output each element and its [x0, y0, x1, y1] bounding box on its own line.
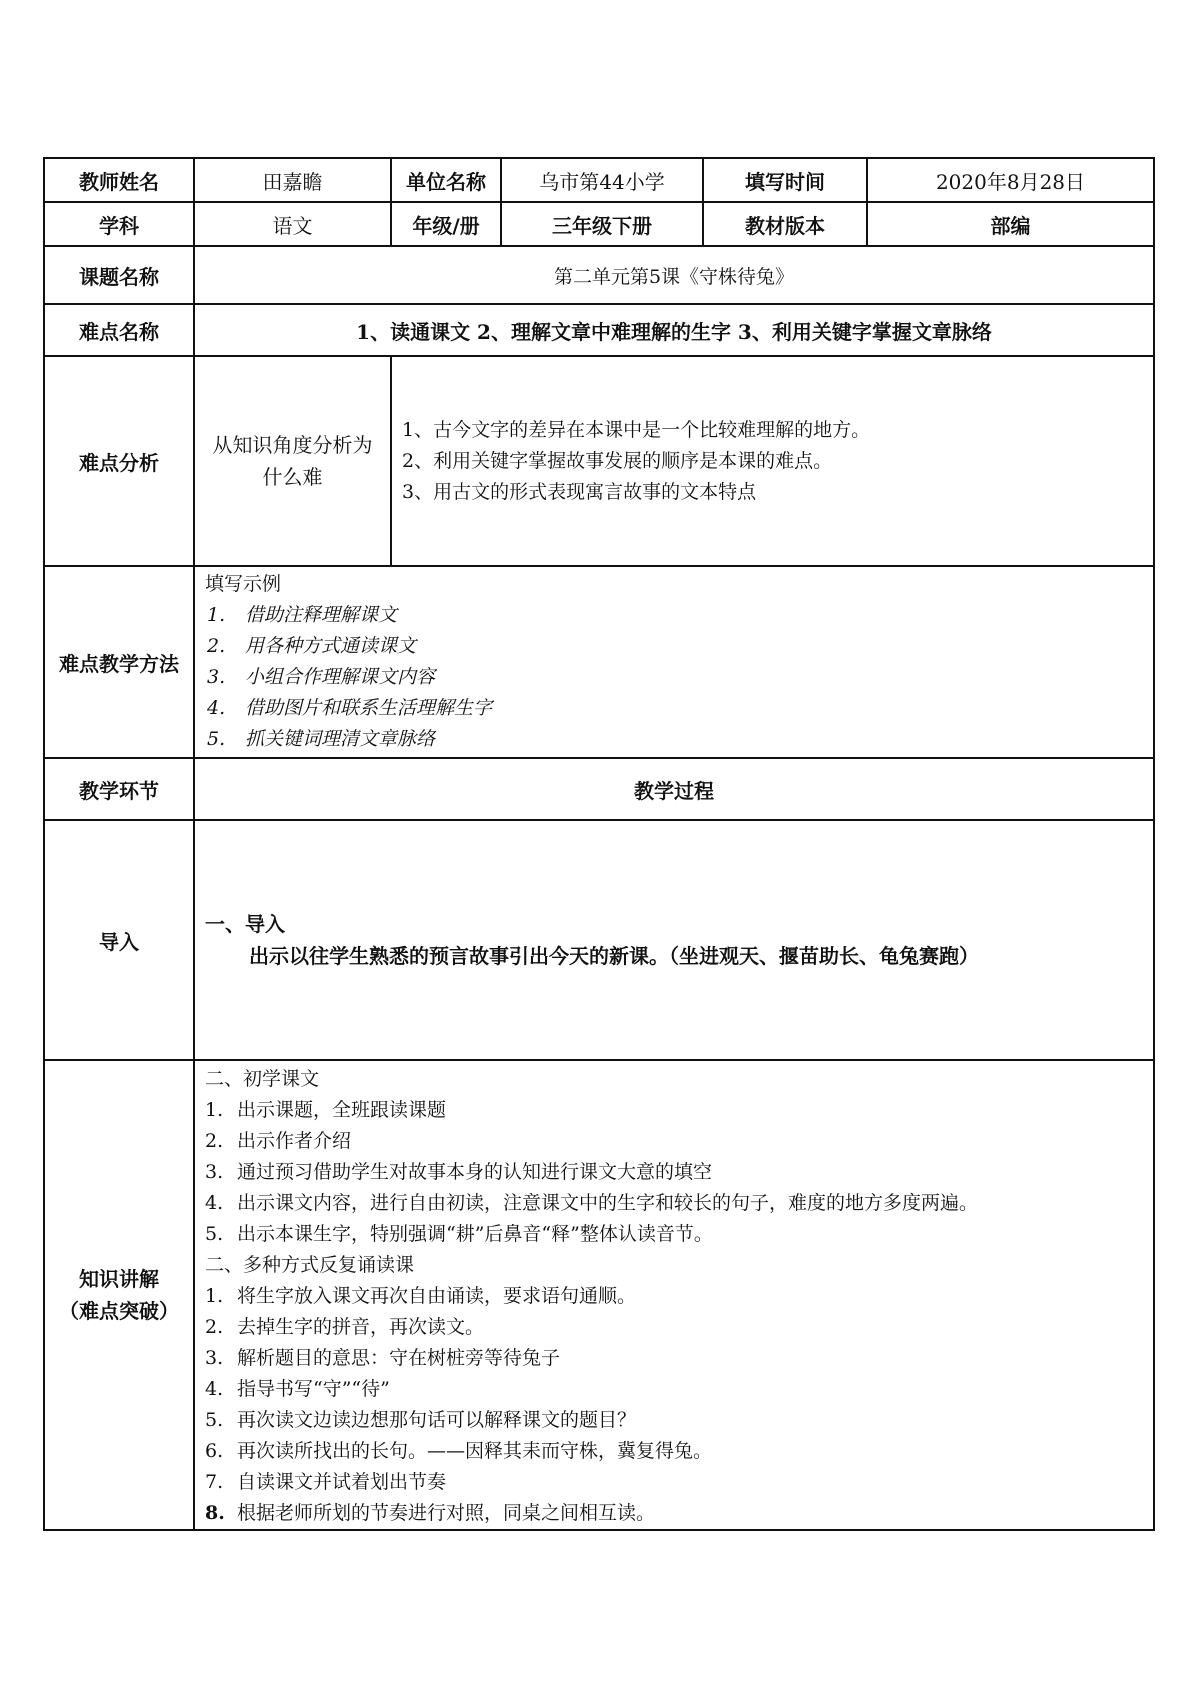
difficulty-row [44, 304, 1154, 356]
process-header-row [44, 758, 1154, 820]
lecture-item: 2. 出示作者介绍 [205, 1130, 352, 1152]
lesson-plan-table [43, 157, 1155, 1531]
lecture-section-title: 二、初学课文 [205, 1068, 320, 1090]
analysis-item: 1、古今文字的差异在本课中是一个比较难理解的地方。 [402, 418, 871, 441]
lecture-content [194, 1060, 1154, 1530]
lecture-item: 4. 出示课文内容，进行自由初读，注意课文中的生字和较长的句子，难度的地方多度两遍。 [205, 1192, 979, 1214]
lecture-item: 4. 指导书写“守”“待” [205, 1378, 390, 1400]
intro-row [44, 820, 1154, 1060]
subject-label: 学科 [44, 202, 194, 246]
lecture-item: 2. 去掉生字的拼音，再次读文。 [205, 1316, 485, 1338]
lecture-item: 5. 出示本课生字，特别强调“耕”后鼻音“释”整体认读音节。 [205, 1223, 713, 1245]
method-row [44, 566, 1154, 758]
method-item: 1. 借助注释理解课文 [207, 604, 398, 626]
lecture-item: 1. 将生字放入课文再次自由诵读，要求语句通顺。 [205, 1285, 637, 1307]
unit-name-label: 单位名称 [391, 158, 501, 202]
analysis-item: 3、用古文的形式表现寓言故事的文本特点 [402, 480, 757, 503]
analysis-label: 难点分析 [44, 356, 194, 566]
edition-value: 部编 [867, 202, 1154, 246]
method-list [194, 566, 1154, 758]
grade-label: 年级/册 [391, 202, 501, 246]
method-item: 3. 小组合作理解课文内容 [207, 666, 436, 688]
analysis-perspective [194, 356, 391, 566]
topic-value: 第二单元第5课《守株待兔》 [194, 246, 1154, 304]
method-item: 5. 抓关键词理清文章脉络 [207, 728, 436, 750]
lecture-section-title: 二、多种方式反复诵读课 [205, 1254, 415, 1276]
lecture-item: 8. 根据老师所划的节奏进行对照，同桌之间相互读。 [205, 1502, 656, 1524]
header-row-2 [44, 202, 1154, 246]
grade-value: 三年级下册 [501, 202, 703, 246]
lecture-label-line1: 知识讲解 [79, 1267, 159, 1291]
lesson-plan-sheet [43, 157, 1153, 1531]
method-item: 4. 借助图片和联系生活理解生字 [207, 697, 493, 719]
lecture-item: 6. 再次读所找出的长句。——因释其耒而守株，冀复得兔。 [205, 1440, 713, 1462]
lecture-item: 5. 再次读文边读边想那句话可以解释课文的题目？ [205, 1409, 637, 1431]
method-item: 2. 用各种方式通读课文 [207, 635, 417, 657]
fill-date-label: 填写时间 [703, 158, 867, 202]
intro-text: 出示以往学生熟悉的预言故事引出今天的新课。（坐进观天、揠苗助长、龟兔赛跑） [249, 944, 979, 968]
method-example-label: 填写示例 [205, 573, 282, 595]
intro-label: 导入 [44, 820, 194, 1060]
edition-label: 教材版本 [703, 202, 867, 246]
lecture-label-line2: （难点突破） [59, 1299, 179, 1323]
lecture-item: 3. 解析题目的意思：守在树桩旁等待兔子 [205, 1347, 561, 1369]
lecture-item: 3. 通过预习借助学生对故事本身的认知进行课文大意的填空 [205, 1161, 713, 1183]
teacher-name-label: 教师姓名 [44, 158, 194, 202]
lecture-item: 1. 出示课题，全班跟读课题 [205, 1099, 447, 1121]
process-label: 教学过程 [194, 758, 1154, 820]
analysis-row [44, 356, 1154, 566]
fill-date-value: 2020年8月28日 [867, 158, 1154, 202]
header-row-1 [44, 158, 1154, 202]
analysis-item: 2、利用关键字掌握故事发展的顺序是本课的难点。 [402, 449, 833, 472]
analysis-list [391, 356, 1154, 566]
method-label: 难点教学方法 [44, 566, 194, 758]
topic-row [44, 246, 1154, 304]
analysis-perspective-line1: 从知识角度分析为 [212, 433, 373, 457]
lecture-label [44, 1060, 194, 1530]
intro-title: 一、导入 [205, 912, 285, 936]
unit-name-value: 乌市第44小学 [501, 158, 703, 202]
intro-content [194, 820, 1154, 1060]
subject-value: 语文 [194, 202, 391, 246]
topic-label: 课题名称 [44, 246, 194, 304]
analysis-perspective-line2: 什么难 [262, 465, 323, 489]
lecture-item: 7. 自读课文并试着划出节奏 [205, 1471, 447, 1493]
process-step-label: 教学环节 [44, 758, 194, 820]
difficulty-value: 1、读通课文 2、理解文章中难理解的生字 3、利用关键字掌握文章脉络 [194, 304, 1154, 356]
teacher-name-value: 田嘉瞻 [194, 158, 391, 202]
difficulty-label: 难点名称 [44, 304, 194, 356]
lecture-row [44, 1060, 1154, 1530]
